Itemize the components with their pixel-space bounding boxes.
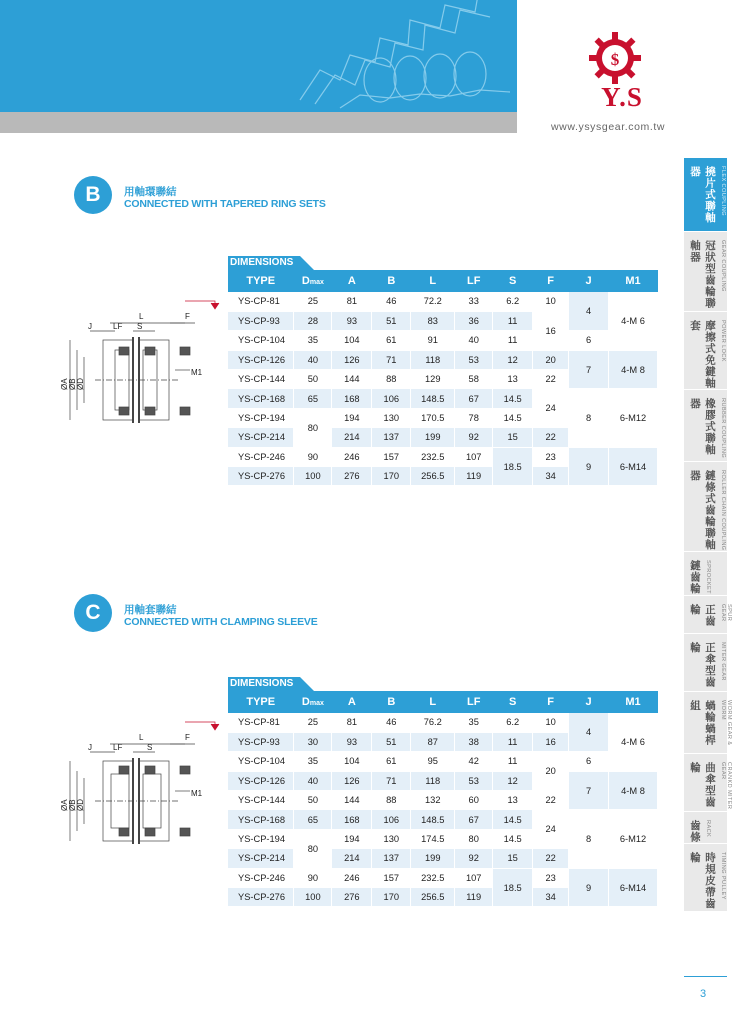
tab-roller-chain-coupling[interactable]: 鏈條式齒輪聯軸器 ROLLER CHAIN COUPLING bbox=[684, 462, 727, 552]
tab-sprocket[interactable]: 鏈齒輪 SPROCKET bbox=[684, 552, 727, 596]
website-url[interactable]: www.ysysgear.com.tw bbox=[551, 121, 666, 133]
col-a: A bbox=[332, 270, 372, 292]
label-f: F bbox=[185, 733, 190, 742]
section-title-en: CONNECTED WITH TAPERED RING SETS bbox=[124, 198, 326, 210]
table-row: YS-CP-104 35 104 61 91 40 11 6 bbox=[228, 331, 658, 350]
col-m1: M1 bbox=[609, 691, 658, 713]
label-b: ØB bbox=[68, 799, 77, 811]
section-title-zh: 用軸套聯結 bbox=[124, 604, 177, 616]
col-l: L bbox=[411, 691, 455, 713]
label-l: L bbox=[139, 733, 144, 742]
label-d: ØD bbox=[76, 378, 85, 390]
tab-gear-coupling[interactable]: 冠狀型齒輪聯軸器 GEAR COUPLING bbox=[684, 232, 727, 312]
label-a: ØA bbox=[60, 378, 69, 390]
table-row: YS-CP-144 50 144 88 132 60 13 22 bbox=[228, 791, 658, 810]
label-s: S bbox=[137, 322, 143, 331]
table-row: YS-CP-214 214 137 199 92 15 22 bbox=[228, 428, 658, 447]
col-dmax: Dmax bbox=[294, 691, 332, 713]
tab-timing-pulley[interactable]: 時規皮帶齒輪 TIMING PULLEY bbox=[684, 844, 727, 912]
section-badge-b: B bbox=[74, 176, 112, 214]
gear-outline-decoration bbox=[280, 0, 520, 112]
table-row: YS-CP-168 65 168 106 148.5 67 14.5 24 8 6-M12 bbox=[228, 389, 658, 408]
col-j: J bbox=[569, 270, 609, 292]
label-a: ØA bbox=[60, 799, 69, 811]
dimensions-label: DIMENSIONS bbox=[228, 677, 300, 691]
table-row: YS-CP-214 214 137 199 92 15 22 bbox=[228, 849, 658, 868]
col-type: TYPE bbox=[228, 270, 294, 292]
col-lf: LF bbox=[455, 270, 493, 292]
coupling-drawing-b bbox=[55, 295, 230, 435]
col-lf: LF bbox=[455, 691, 493, 713]
label-m1: M1 bbox=[191, 789, 203, 798]
coupling-drawing-c bbox=[55, 716, 230, 856]
label-lf: LF bbox=[113, 322, 123, 331]
label-j: J bbox=[88, 743, 92, 752]
table-row: YS-CP-168 65 168 106 148.5 67 14.5 24 8 6-M12 bbox=[228, 810, 658, 829]
table-row: YS-CP-194 80 194 130 174.5 80 14.5 bbox=[228, 829, 658, 848]
table-row: YS-CP-276 100 276 170 256.5 119 34 bbox=[228, 467, 658, 486]
label-m1: M1 bbox=[191, 368, 203, 377]
header-banner bbox=[0, 0, 517, 112]
col-f: F bbox=[533, 270, 569, 292]
table-row: YS-CP-104 35 104 61 95 42 11 20 6 bbox=[228, 752, 658, 771]
table-row: YS-CP-126 40 126 71 118 53 12 20 7 4-M 8 bbox=[228, 350, 658, 369]
tab-rack[interactable]: 齒條 RACK bbox=[684, 812, 727, 844]
col-s: S bbox=[493, 270, 533, 292]
table-row: YS-CP-126 40 126 71 118 53 12 7 4-M 8 bbox=[228, 771, 658, 790]
label-lf: LF bbox=[113, 743, 123, 752]
table-row: YS-CP-246 90 246 157 232.5 107 18.5 23 9 6-M14 bbox=[228, 447, 658, 466]
label-f: F bbox=[185, 312, 190, 321]
col-type: TYPE bbox=[228, 691, 294, 713]
dimensions-table-b bbox=[228, 270, 658, 486]
table-row: YS-CP-144 50 144 88 129 58 13 22 bbox=[228, 370, 658, 389]
col-l: L bbox=[411, 270, 455, 292]
table-row: YS-CP-276 100 276 170 256.5 119 34 bbox=[228, 888, 658, 907]
page-number: 3 bbox=[700, 988, 707, 1000]
table-row: YS-CP-246 90 246 157 232.5 107 18.5 23 9 6-M14 bbox=[228, 868, 658, 887]
col-m1: M1 bbox=[609, 270, 658, 292]
tab-spur-gear[interactable]: 正齒輪 SPUR GEAR bbox=[684, 596, 727, 634]
label-s: S bbox=[147, 743, 153, 752]
col-j: J bbox=[569, 691, 609, 713]
dimensions-table-c bbox=[228, 691, 658, 907]
col-a: A bbox=[332, 691, 372, 713]
header-gray-band bbox=[0, 112, 517, 133]
label-d: ØD bbox=[76, 799, 85, 811]
table-row: YS-CP-81 25 81 46 72.2 33 6.2 10 4 4-M 6 bbox=[228, 292, 658, 311]
tab-power-lock[interactable]: 摩擦式免鍵軸套 POWER LOCK bbox=[684, 312, 727, 390]
label-j: J bbox=[88, 322, 92, 331]
col-b: B bbox=[372, 691, 411, 713]
company-logo bbox=[585, 28, 645, 88]
table-row: YS-CP-194 80 194 130 170.5 78 14.5 bbox=[228, 408, 658, 427]
tab-worm-gear[interactable]: 蝸輪蝸桿組 WORM GEAR & WORM bbox=[684, 692, 727, 754]
label-b: ØB bbox=[68, 378, 77, 390]
table-row: YS-CP-93 30 93 51 87 38 11 16 bbox=[228, 732, 658, 751]
tab-rubber-coupling[interactable]: 橡膠式聯軸器 RUBBER COUPLING bbox=[684, 390, 727, 462]
section-title-zh: 用軸環聯結 bbox=[124, 186, 177, 198]
brand-name: Y.S bbox=[601, 82, 643, 112]
category-sidebar bbox=[684, 158, 732, 912]
tab-flex-coupling[interactable]: 撓片式聯軸器 FLEX COUPLING bbox=[684, 158, 727, 232]
svg-text:$: $ bbox=[610, 50, 620, 69]
table-row: YS-CP-93 28 93 51 83 36 11 16 bbox=[228, 311, 658, 330]
col-b: B bbox=[372, 270, 411, 292]
col-s: S bbox=[493, 691, 533, 713]
tab-miter-gear[interactable]: 正傘型齒輪 MITER GEAR bbox=[684, 634, 727, 692]
page-number-rule bbox=[684, 976, 727, 977]
section-badge-c: C bbox=[74, 594, 112, 632]
label-l: L bbox=[139, 312, 144, 321]
table-row: YS-CP-81 25 81 46 76.2 35 6.2 10 4 4-M 6 bbox=[228, 713, 658, 732]
section-title-en: CONNECTED WITH CLAMPING SLEEVE bbox=[124, 616, 318, 628]
tab-crankd-miter-gear[interactable]: 曲傘型齒輪 CRANKD MITER GEAR bbox=[684, 754, 727, 812]
dimensions-label: DIMENSIONS bbox=[228, 256, 300, 270]
col-f: F bbox=[533, 691, 569, 713]
col-dmax: Dmax bbox=[294, 270, 332, 292]
